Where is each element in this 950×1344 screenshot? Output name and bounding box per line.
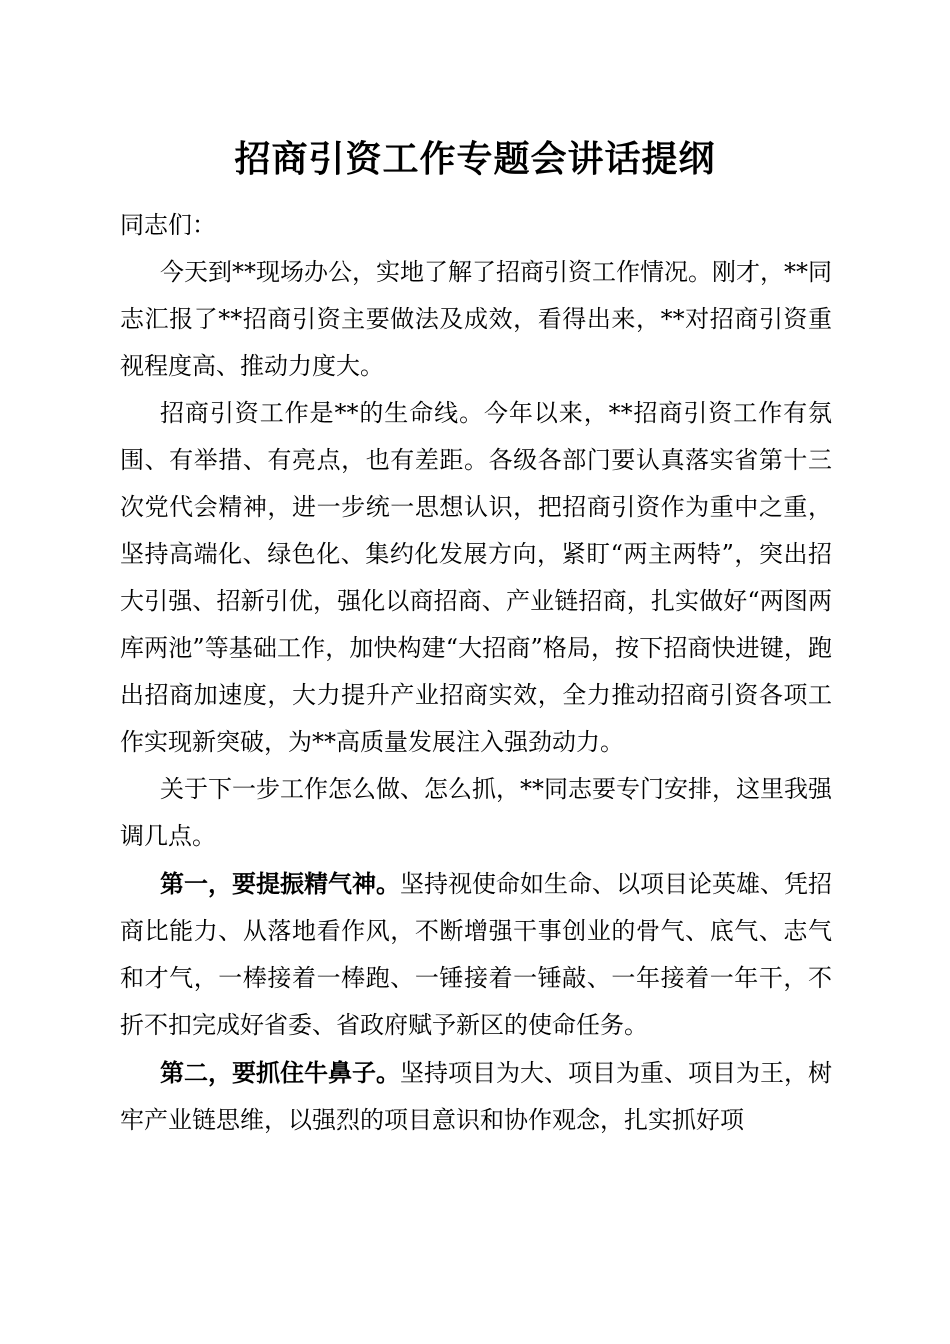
document-title: 招商引资工作专题会讲话提纲	[234, 138, 716, 180]
point-two-lead: 第二，要抓住牛鼻子。	[160, 1058, 400, 1087]
point-two-text: 坚持项目为大、项目为重、项目为王，树牢产业链思维，以强烈的项目意识和协作观念，扎实抓好项	[120, 1059, 832, 1134]
paragraph-lifeline: 招商引资工作是**的生命线。今年以来，**招商引资工作有氛围、有举措、有亮点，也有差距。各级各部门要认真落实省第十三次党代会精神，进一步统一思想认识，把招商引资作为重中之重，坚持高端化、绿色化、集约化发展方向，紧盯“两主两特”，突出招大引强、招新引优，强化以商招商、产业链招商，扎实做好“两图两库两池”等基础工作，加快构建“大招商”格局，按下招商快进键，跑出招商加速度，大力提升产业招商实效，全力推动招商引资各项工作实现新突破，为**高质量发展注入强劲动力。	[120, 399, 832, 756]
point-one-lead: 第一，要提振精气神。	[160, 869, 400, 898]
greeting: 同志们：	[120, 211, 216, 239]
point-one-text: 坚持视使命如生命、以项目论英雄、凭招商比能力、从落地看作风，不断增强干事创业的骨气、底气、志气和才气，一棒接着一棒跑、一锤接着一锤敲、一年接着一年干，不折不扣完成好省委、省政府赋予新区的使命任务。	[120, 870, 832, 1039]
paragraph-intro: 今天到**现场办公，实地了解了招商引资工作情况。刚才，**同志汇报了**招商引资主要做法及成效，看得出来，**对招商引资重视程度高、推动力度大。	[120, 258, 832, 380]
document-body	[120, 202, 832, 1144]
point-one	[120, 860, 832, 1049]
point-two	[120, 1049, 832, 1144]
paragraph-next-steps: 关于下一步工作怎么做、怎么抓，**同志要专门安排，这里我强调几点。	[120, 775, 832, 850]
